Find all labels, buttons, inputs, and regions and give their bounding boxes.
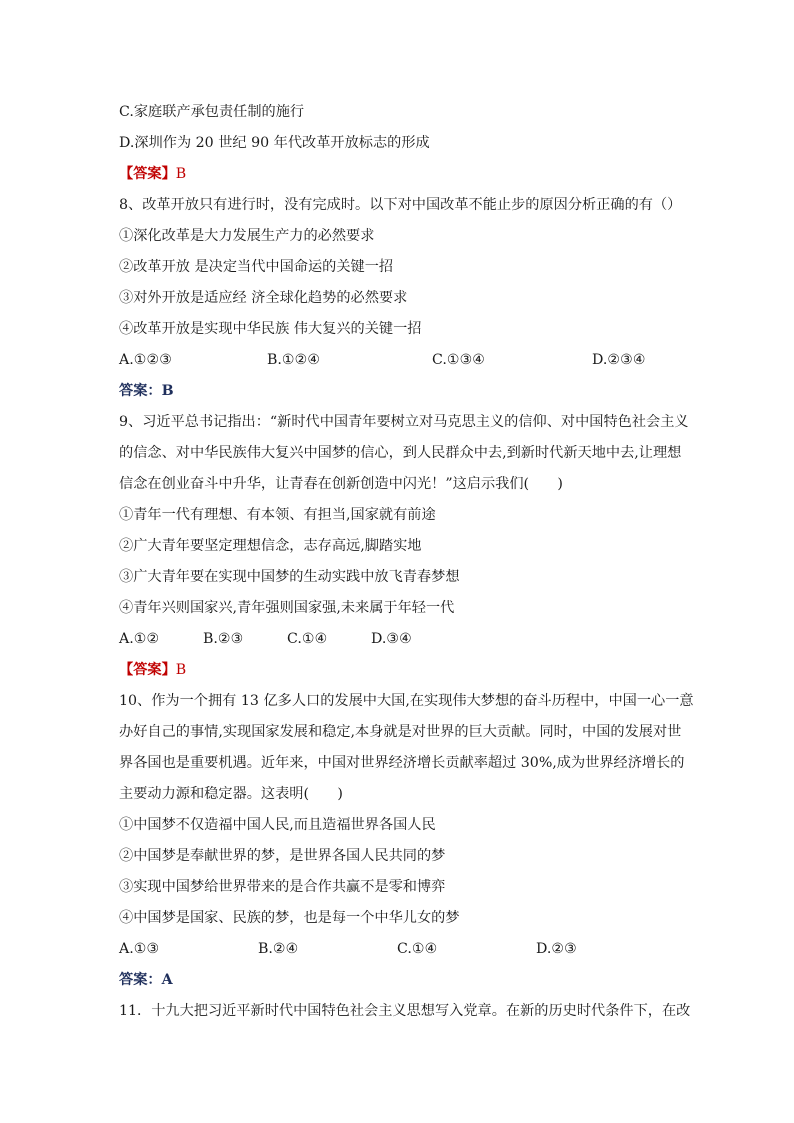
q10-option-d: D.②③: [536, 941, 577, 957]
q9-answer: [119, 660, 186, 680]
q8-answer: [119, 381, 174, 401]
q8-option-d: D.②③④: [592, 352, 646, 368]
q10-item-2: ②中国梦是奉献世界的梦，是世界各国人民共同的梦: [119, 848, 446, 864]
answer-label: 【答案】: [119, 662, 176, 678]
q9-option-c: C.①④: [287, 631, 328, 647]
q8-stem: 8、改革开放只有进行时，没有完成时。以下对中国改革不能止步的原因分析正确的有（）: [119, 197, 682, 213]
q8-item-4: ④改革开放是实现中华民族 伟大复兴的关键一招: [119, 321, 422, 337]
q10-stem-line-4: 主要动力源和稳定器。这表明( ): [119, 786, 343, 802]
answer-value: B: [175, 662, 187, 678]
q10-stem-line-3: 界各国也是重要机遇。近年来，中国对世界经济增长贡献率超过 30%,成为世界经济增长的: [119, 755, 685, 771]
q8-item-1: ①深化改革是大力发展生产力的必然要求: [119, 228, 375, 244]
q10-option-a: A.①③: [119, 941, 160, 957]
q10-options: [119, 939, 679, 959]
q7-option-c: C.家庭联产承包责任制的施行: [119, 104, 305, 120]
q8-option-a: A.①②③: [119, 352, 172, 368]
q9-option-d: D.③④: [371, 631, 412, 647]
q10-stem-line-2: 办好自己的事情,实现国家发展和稳定,本身就是对世界的巨大贡献。同时，中国的发展对世: [119, 724, 682, 740]
q9-options: [119, 629, 439, 649]
q8-option-b: B.①②④: [267, 352, 321, 368]
q9-item-4: ④青年兴则国家兴,青年强则国家强,未来属于年轻一代: [119, 600, 455, 616]
q10-item-3: ③实现中国梦给世界带来的是合作共赢不是零和博弈: [119, 879, 446, 895]
answer-label: 答案：: [119, 972, 162, 988]
q7-answer: [119, 164, 186, 184]
q10-item-1: ①中国梦不仅造福中国人民,而且造福世界各国人民: [119, 817, 436, 833]
q10-item-4: ④中国梦是国家、民族的梦，也是每一个中华儿女的梦: [119, 910, 460, 926]
q9-stem-line-2: 的信念、对中华民族伟大复兴中国梦的信心，到人民群众中去,到新时代新天地中去,让理想: [119, 445, 682, 461]
q10-option-b: B.②④: [258, 941, 299, 957]
q9-stem-line-1: 9、习近平总书记指出：“新时代中国青年要树立对马克思主义的信仰、对中国特色社会主义: [119, 414, 689, 430]
q10-stem-line-1: 10、作为一个拥有 13 亿多人口的发展中大国,在实现伟大梦想的奋斗历程中，中国一心一意: [119, 693, 694, 709]
q9-item-3: ③广大青年要在实现中国梦的生动实践中放飞青春梦想: [119, 569, 460, 585]
q10-answer: [119, 970, 173, 990]
answer-label: 答案：: [119, 383, 162, 399]
answer-value: A: [161, 972, 173, 988]
q10-option-c: C.①④: [397, 941, 438, 957]
answer-value: B: [175, 166, 187, 182]
q8-options: [119, 350, 679, 370]
q8-option-c: C.①③④: [432, 352, 486, 368]
q8-item-3: ③对外开放是适应经 济全球化趋势的必然要求: [119, 290, 408, 306]
q9-item-2: ②广大青年要坚定理想信念，志存高远,脚踏实地: [119, 538, 422, 554]
q8-item-2: ②改革开放 是决定当代中国命运的关键一招: [119, 259, 394, 275]
q11-stem: 11．十九大把习近平新时代中国特色社会主义思想写入党章。在新的历史时代条件下，在改: [119, 1003, 691, 1019]
answer-value: B: [161, 383, 174, 399]
q9-option-a: A.①②: [119, 631, 160, 647]
q9-option-b: B.②③: [203, 631, 244, 647]
q9-item-1: ①青年一代有理想、有本领、有担当,国家就有前途: [119, 507, 436, 523]
answer-label: 【答案】: [119, 166, 176, 182]
q9-stem-line-3: 信念在创业奋斗中升华，让青春在创新创造中闪光！”这启示我们( ): [119, 476, 563, 492]
q7-option-d: D.深圳作为 20 世纪 90 年代改革开放标志的形成: [119, 135, 430, 151]
